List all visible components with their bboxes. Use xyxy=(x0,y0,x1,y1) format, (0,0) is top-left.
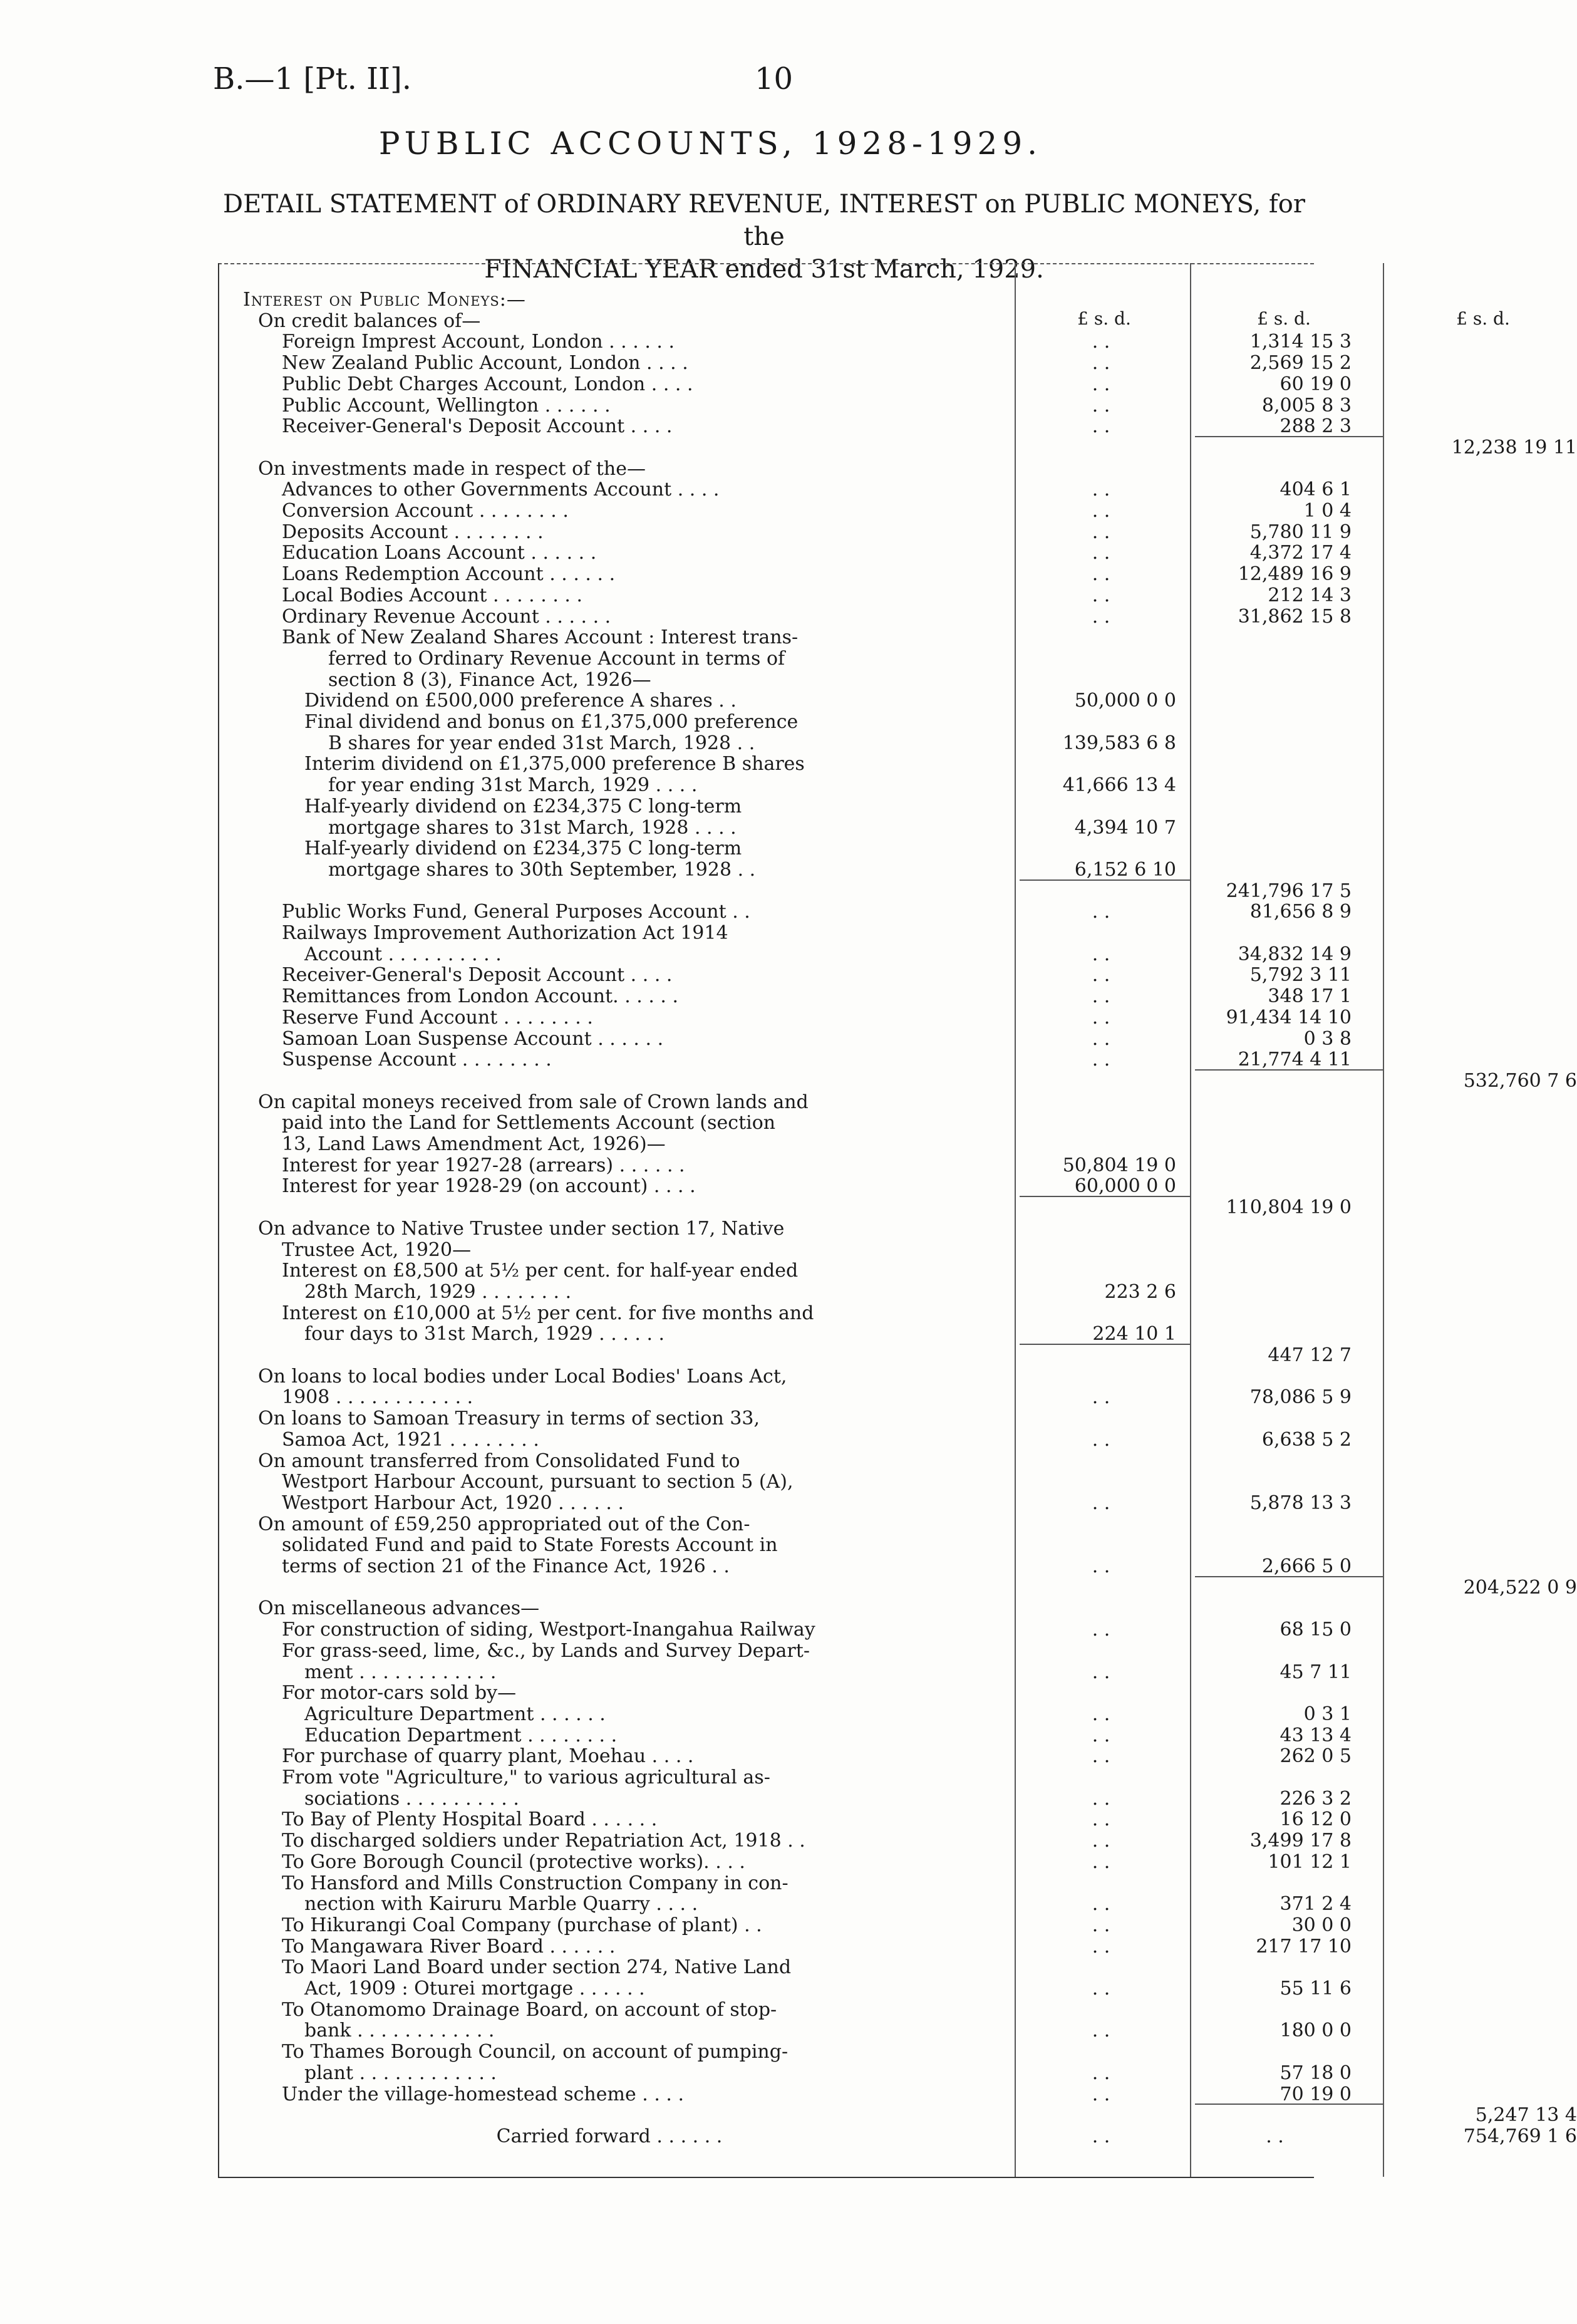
amount-c1: . . xyxy=(1092,1745,1110,1768)
amount-c1: . . xyxy=(1092,964,1110,987)
table-row xyxy=(218,859,1314,881)
table-row xyxy=(218,1661,1352,1683)
amount-c1: . . xyxy=(1092,1893,1110,1916)
row-description: sociations . . . . . . . . . . xyxy=(304,1787,519,1810)
table-row xyxy=(218,943,1352,965)
amount-c2: 5,780 11 9 xyxy=(1249,521,1352,543)
amount-c2: 8,005 8 3 xyxy=(1261,394,1352,417)
table-row xyxy=(218,712,1314,733)
page-number: 10 xyxy=(755,61,794,96)
table-row xyxy=(218,1049,1352,1071)
row-description: On credit balances of— xyxy=(258,309,481,332)
row-description: four days to 31st March, 1929 . . . . . . xyxy=(304,1323,665,1346)
amount-c2: 1,314 15 3 xyxy=(1249,331,1352,353)
table-row xyxy=(218,1893,1352,1916)
amount-c2: 1 0 4 xyxy=(1303,500,1352,522)
amount-c1: . . xyxy=(1092,2020,1110,2042)
row-description: Westport Harbour Act, 1920 . . . . . . xyxy=(282,1491,624,1514)
table-row xyxy=(218,1006,1352,1029)
table-row xyxy=(218,1344,1352,1366)
table-row xyxy=(218,2020,1352,2042)
row-description: mortgage shares to 30th September, 1928 . . xyxy=(328,858,756,881)
amount-c3: 204,522 0 9 xyxy=(1463,1576,1577,1599)
amount-c1: . . xyxy=(1092,1724,1110,1746)
row-description: Public Debt Charges Account, London . . . . xyxy=(282,373,693,395)
amount-c1: . . xyxy=(1092,1491,1110,1514)
row-description: Receiver-General's Deposit Account . . . . xyxy=(282,964,673,987)
row-description: On loans to Samoan Treasury in terms of section 33, xyxy=(258,1408,760,1430)
table-row xyxy=(218,796,1314,817)
table-row xyxy=(218,479,1352,501)
amount-c2: 226 3 2 xyxy=(1280,1787,1352,1810)
amount-c1: . . xyxy=(1092,1787,1110,1810)
amount-c2: 2,569 15 2 xyxy=(1249,352,1352,375)
row-description: Conversion Account . . . . . . . . xyxy=(282,500,569,522)
row-description: On amount transferred from Consolidated Fund to xyxy=(258,1450,740,1472)
row-description: B shares for year ended 31st March, 1928 . . xyxy=(328,732,755,754)
row-description: For construction of siding, Westport-Inangahua Railway xyxy=(282,1619,815,1641)
table-row xyxy=(218,1366,1314,1388)
table-row xyxy=(218,1873,1314,1894)
table-row xyxy=(218,331,1352,353)
row-description: On capital moneys received from sale of Crown lands and xyxy=(258,1091,809,1113)
table-row xyxy=(218,1155,1314,1176)
amount-c1: 41,666 13 4 xyxy=(1062,774,1176,797)
row-description: 13, Land Laws Amendment Act, 1926)— xyxy=(282,1133,666,1155)
table-row xyxy=(218,352,1352,375)
table-row xyxy=(218,754,1314,775)
row-description: Reserve Fund Account . . . . . . . . xyxy=(282,1006,593,1029)
column-header-3: £ s. d. xyxy=(1456,308,1510,329)
table-row xyxy=(218,627,1314,648)
amount-c1: . . xyxy=(1092,1914,1110,1936)
table-row xyxy=(218,1787,1352,1810)
row-description: Loans Redemption Account . . . . . . xyxy=(282,563,616,586)
row-description: mortgage shares to 31st March, 1928 . . . . xyxy=(328,816,737,839)
row-description: Interest on Public Moneys:— xyxy=(243,289,526,311)
table-row xyxy=(218,1619,1352,1641)
amount-c1: . . xyxy=(1092,563,1110,586)
row-description: ment . . . . . . . . . . . . xyxy=(304,1661,497,1683)
amount-c2: 288 2 3 xyxy=(1280,415,1352,438)
row-description: For purchase of quarry plant, Moehau . . . . xyxy=(282,1745,694,1768)
table-row xyxy=(218,436,1577,459)
amount-c2: 404 6 1 xyxy=(1280,479,1352,501)
amount-c2: 2,666 5 0 xyxy=(1261,1555,1352,1577)
table-row xyxy=(218,1303,1314,1324)
table-row xyxy=(218,1027,1352,1050)
table-row xyxy=(218,923,1314,944)
column-divider-3 xyxy=(1383,263,1384,2177)
table-row xyxy=(218,733,1314,754)
table-row xyxy=(218,1957,1314,1978)
amount-c1: 50,000 0 0 xyxy=(1074,690,1176,712)
table-row xyxy=(218,2041,1314,2063)
amount-c1: . . xyxy=(1092,1978,1110,2000)
table-row xyxy=(218,1240,1314,1261)
subtitle-line-1: DETAIL STATEMENT of ORDINARY REVENUE, INTEREST on PUBLIC MONEYS, for the xyxy=(223,190,1305,251)
row-description: On miscellaneous advances— xyxy=(258,1597,540,1620)
amount-c1: . . xyxy=(1092,1006,1110,1029)
amount-c1: 6,152 6 10 xyxy=(1074,858,1176,881)
table-row xyxy=(218,648,1314,670)
row-description: bank . . . . . . . . . . . . xyxy=(304,2020,495,2042)
table-row xyxy=(218,1830,1352,1852)
row-description: for year ending 31st March, 1929 . . . . xyxy=(328,774,698,797)
row-description: Dividend on £500,000 preference A shares . . xyxy=(304,690,737,712)
table-row xyxy=(218,1514,1314,1535)
amount-c1: . . xyxy=(1092,584,1110,606)
table-row xyxy=(218,1767,1314,1788)
amount-c1: . . xyxy=(1092,901,1110,923)
amount-c2: 57 18 0 xyxy=(1280,2062,1352,2084)
amount-c2: 348 17 1 xyxy=(1268,985,1352,1008)
row-description: plant . . . . . . . . . . . . xyxy=(304,2062,497,2084)
amount-c1: . . xyxy=(1092,1935,1110,1958)
amount-c3: 5,247 13 4 xyxy=(1475,2104,1577,2127)
amount-c1: . . xyxy=(1092,331,1110,353)
table-row xyxy=(218,1914,1352,1936)
table-row xyxy=(218,1535,1314,1556)
table-row xyxy=(218,2125,1577,2147)
row-description: Agriculture Department . . . . . . xyxy=(304,1703,606,1725)
row-description: Half-yearly dividend on £234,375 C long-term xyxy=(304,795,742,817)
table-row xyxy=(218,1724,1352,1746)
row-description: terms of section 21 of the Finance Act, 1926 . . xyxy=(282,1555,730,1577)
amount-c2: 81,656 8 9 xyxy=(1249,901,1352,923)
amount-c1: 224 10 1 xyxy=(1092,1323,1176,1346)
row-description: Advances to other Governments Account . . . . xyxy=(282,479,720,501)
row-description: Interim dividend on £1,375,000 preference B shares xyxy=(304,753,805,776)
row-description: For grass-seed, lime, &c., by Lands and Survey Depart- xyxy=(282,1639,810,1662)
column-header-1: £ s. d. xyxy=(1077,308,1131,329)
table-row xyxy=(218,1218,1314,1240)
table-row xyxy=(218,1978,1352,2000)
row-description: To Bay of Plenty Hospital Board . . . . . . xyxy=(282,1808,658,1831)
amount-c2: 60 19 0 xyxy=(1280,373,1352,395)
amount-c1: . . xyxy=(1092,943,1110,965)
row-description: Westport Harbour Account, pursuant to section 5 (A), xyxy=(282,1471,794,1493)
table-row xyxy=(218,1451,1314,1472)
table-row xyxy=(218,394,1352,417)
amount-c2: 447 12 7 xyxy=(1268,1344,1352,1366)
row-description: From vote "Agriculture," to various agricultural as- xyxy=(282,1766,770,1788)
row-description: Deposits Account . . . . . . . . xyxy=(282,521,544,543)
amount-c2: 217 17 10 xyxy=(1256,1935,1352,1958)
amount-c2: 0 3 1 xyxy=(1303,1703,1352,1725)
table-row xyxy=(218,289,1314,311)
amount-c2: 68 15 0 xyxy=(1280,1619,1352,1641)
row-description: Ordinary Revenue Account . . . . . . xyxy=(282,605,611,628)
table-row xyxy=(218,690,1314,712)
table-row xyxy=(218,584,1352,606)
amount-c1: . . xyxy=(1092,479,1110,501)
amount-c1: . . xyxy=(1092,2125,1110,2147)
page-title: PUBLIC ACCOUNTS, 1928-1929. xyxy=(378,125,1043,162)
amount-c1: . . xyxy=(1092,1808,1110,1831)
amount-c2: 110,804 19 0 xyxy=(1226,1196,1352,1219)
row-description: Half-yearly dividend on £234,375 C long-term xyxy=(304,838,742,860)
table-row xyxy=(218,1408,1314,1429)
row-description: To discharged soldiers under Repatriation Act, 1918 . . xyxy=(282,1830,805,1852)
table-row xyxy=(218,1176,1314,1197)
row-description: section 8 (3), Finance Act, 1926— xyxy=(328,668,651,691)
table-row xyxy=(218,1282,1314,1303)
table-row xyxy=(218,1386,1352,1409)
amount-c1: 50,804 19 0 xyxy=(1062,1154,1176,1176)
amount-c1: 139,583 6 8 xyxy=(1062,732,1176,754)
amount-c2: 6,638 5 2 xyxy=(1261,1428,1352,1451)
amount-c1: . . xyxy=(1092,2083,1110,2105)
amount-c1: . . xyxy=(1092,1027,1110,1050)
amount-c1: . . xyxy=(1092,500,1110,522)
amount-c2: 30 0 0 xyxy=(1291,1914,1352,1936)
amount-c1: . . xyxy=(1092,352,1110,375)
row-description: To Maori Land Board under section 274, Native Land xyxy=(282,1956,792,1979)
row-description: Remittances from London Account. . . . . . xyxy=(282,985,679,1008)
row-description: Interest on £8,500 at 5½ per cent. for half-year ended xyxy=(282,1260,799,1282)
table-row xyxy=(218,1092,1314,1113)
amount-c2: 21,774 4 11 xyxy=(1238,1049,1352,1071)
table-row xyxy=(218,2062,1352,2084)
row-description: To Gore Borough Council (protective works). . . . xyxy=(282,1850,745,1873)
table-bottom-border xyxy=(218,2177,1314,2178)
table-row xyxy=(218,1576,1577,1599)
row-description: Samoan Loan Suspense Account . . . . . . xyxy=(282,1027,664,1050)
row-description: Public Account, Wellington . . . . . . xyxy=(282,394,611,417)
amount-c2: 101 12 1 xyxy=(1268,1850,1352,1873)
row-description: To Mangawara River Board . . . . . . xyxy=(282,1935,616,1958)
table-row xyxy=(218,1935,1352,1958)
table-row xyxy=(218,985,1352,1008)
amount-c2: 16 12 0 xyxy=(1280,1808,1352,1831)
table-row xyxy=(218,1555,1352,1577)
amount-c2: 43 13 4 xyxy=(1280,1724,1352,1746)
row-description: Railways Improvement Authorization Act 1914 xyxy=(282,922,728,944)
row-description: ferred to Ordinary Revenue Account in terms of xyxy=(328,647,785,670)
amount-c2: 5,878 13 3 xyxy=(1249,1491,1352,1514)
row-description: For motor-cars sold by— xyxy=(282,1682,517,1704)
amount-c2: 78,086 5 9 xyxy=(1249,1386,1352,1409)
column-header-2: £ s. d. xyxy=(1257,308,1311,329)
subtitle-line-2: FINANCIAL YEAR ended 31st March, 1929. xyxy=(484,255,1044,284)
amount-c1: . . xyxy=(1092,373,1110,395)
amount-c1: . . xyxy=(1092,1555,1110,1577)
row-description: New Zealand Public Account, London . . . . xyxy=(282,352,688,375)
table-row xyxy=(218,670,1314,691)
row-description: Interest for year 1928-29 (on account) . . . . xyxy=(282,1175,696,1198)
amount-c2: 5,792 3 11 xyxy=(1249,964,1352,987)
row-description: Interest for year 1927-28 (arrears) . . . . . . xyxy=(282,1154,685,1176)
table-row xyxy=(218,1324,1314,1345)
row-description: 28th March, 1929 . . . . . . . . xyxy=(304,1280,572,1303)
row-description: Local Bodies Account . . . . . . . . xyxy=(282,584,582,606)
table-row xyxy=(218,373,1352,395)
table-row xyxy=(218,1196,1352,1219)
row-description: nection with Kairuru Marble Quarry . . . . xyxy=(304,1893,698,1916)
table-row xyxy=(218,521,1352,543)
amount-c2: 91,434 14 10 xyxy=(1226,1006,1352,1029)
row-description: Carried forward . . . . . . xyxy=(496,2125,723,2147)
table-row xyxy=(218,1260,1314,1282)
table-row xyxy=(218,563,1352,586)
row-description: Suspense Account . . . . . . . . xyxy=(282,1049,552,1071)
row-description: 1908 . . . . . . . . . . . . xyxy=(282,1386,473,1409)
table-row xyxy=(218,1113,1314,1134)
amount-c1: 60,000 0 0 xyxy=(1074,1175,1176,1198)
amount-c1: . . xyxy=(1092,1049,1110,1071)
table-row xyxy=(218,605,1352,628)
row-description: Education Loans Account . . . . . . xyxy=(282,542,597,564)
row-description: Receiver-General's Deposit Account . . . . xyxy=(282,415,673,438)
amount-c2: 4,372 17 4 xyxy=(1249,542,1352,564)
header-reference: B.—1 [Pt. II]. xyxy=(213,61,412,96)
statement-table xyxy=(218,263,1577,2177)
row-description: Trustee Act, 1920— xyxy=(282,1238,472,1261)
amount-c1: . . xyxy=(1092,1386,1110,1409)
amount-c2: 262 0 5 xyxy=(1280,1745,1352,1768)
row-description: To Thames Borough Council, on account of pumping- xyxy=(282,2041,788,2063)
table-row xyxy=(218,1683,1314,1704)
table-row xyxy=(218,415,1352,438)
table-row xyxy=(218,542,1352,564)
row-description: On loans to local bodies under Local Bodies' Loans Act, xyxy=(258,1365,787,1388)
row-description: Account . . . . . . . . . . xyxy=(304,943,502,965)
table-row xyxy=(218,879,1352,902)
amount-c1: . . xyxy=(1092,415,1110,438)
row-description: Education Department . . . . . . . . xyxy=(304,1724,618,1746)
row-description: solidated Fund and paid to State Forests Account in xyxy=(282,1534,778,1557)
amount-c1: . . xyxy=(1092,1830,1110,1852)
table-row xyxy=(218,2000,1314,2021)
table-row xyxy=(218,901,1352,923)
amount-c2: 180 0 0 xyxy=(1280,2020,1352,2042)
amount-c3: 754,769 1 6 xyxy=(1463,2125,1577,2147)
row-description: Interest on £10,000 at 5½ per cent. for five months and xyxy=(282,1302,814,1324)
amount-c1: . . xyxy=(1092,605,1110,628)
row-description: Foreign Imprest Account, London . . . . . . xyxy=(282,331,675,353)
amount-c2: 371 2 4 xyxy=(1280,1893,1352,1916)
row-description: Final dividend and bonus on £1,375,000 preference xyxy=(304,711,799,733)
table-top-border xyxy=(218,263,1314,264)
table-row xyxy=(218,1641,1314,1662)
row-description: Act, 1909 : Oturei mortgage . . . . . . xyxy=(304,1978,645,2000)
row-description: To Otanomomo Drainage Board, on account of stop- xyxy=(282,1998,777,2021)
amount-c1: . . xyxy=(1092,985,1110,1008)
row-description: Samoa Act, 1921 . . . . . . . . xyxy=(282,1428,539,1451)
amount-c3: 12,238 19 11 xyxy=(1451,436,1577,459)
row-description: On amount of £59,250 appropriated out of the Con- xyxy=(258,1513,750,1535)
row-description: Public Works Fund, General Purposes Account . . xyxy=(282,901,750,923)
row-description: On advance to Native Trustee under section 17, Native xyxy=(258,1217,785,1240)
amount-c3: 532,760 7 6 xyxy=(1463,1069,1577,1092)
amount-c1: . . xyxy=(1092,394,1110,417)
table-row xyxy=(218,459,1314,480)
table-row xyxy=(218,838,1314,859)
table-row xyxy=(218,775,1314,796)
table-row xyxy=(218,1808,1352,1831)
amount-c1: . . xyxy=(1092,1619,1110,1641)
table-row xyxy=(218,1491,1352,1514)
table-row xyxy=(218,1745,1352,1768)
table-row xyxy=(218,964,1352,987)
amount-c1: . . xyxy=(1092,1850,1110,1873)
row-description: To Hikurangi Coal Company (purchase of plant) . . xyxy=(282,1914,762,1936)
amount-c2: 31,862 15 8 xyxy=(1238,605,1352,628)
table-row xyxy=(218,311,1314,332)
amount-c2: 212 14 3 xyxy=(1268,584,1352,606)
amount-c1: 4,394 10 7 xyxy=(1074,816,1176,839)
table-row xyxy=(218,1471,1314,1493)
amount-c1: . . xyxy=(1092,521,1110,543)
amount-c2: . . xyxy=(1266,2125,1284,2147)
row-description: Bank of New Zealand Shares Account : Interest trans- xyxy=(282,626,799,649)
table-row xyxy=(218,1703,1352,1725)
amount-c2: 45 7 11 xyxy=(1280,1661,1352,1683)
table-row xyxy=(218,1069,1577,1092)
table-row xyxy=(218,817,1314,839)
amount-c1: . . xyxy=(1092,542,1110,564)
amount-c2: 3,499 17 8 xyxy=(1249,1830,1352,1852)
amount-c1: 223 2 6 xyxy=(1104,1280,1176,1303)
amount-c1: . . xyxy=(1092,1428,1110,1451)
table-row xyxy=(218,1598,1314,1619)
row-description: To Hansford and Mills Construction Company in con- xyxy=(282,1872,788,1894)
table-row xyxy=(218,500,1352,522)
row-description: paid into the Land for Settlements Account (section xyxy=(282,1112,776,1134)
row-description: On investments made in respect of the— xyxy=(258,457,646,480)
amount-c1: . . xyxy=(1092,2062,1110,2084)
row-description: Under the village-homestead scheme . . . . xyxy=(282,2083,684,2105)
table-row xyxy=(218,2104,1577,2127)
table-row xyxy=(218,1850,1352,1873)
table-row xyxy=(218,1134,1314,1155)
amount-c2: 12,489 16 9 xyxy=(1238,563,1352,586)
table-row xyxy=(218,1428,1352,1451)
amount-c2: 55 11 6 xyxy=(1280,1978,1352,2000)
amount-c1: . . xyxy=(1092,1703,1110,1725)
amount-c2: 0 3 8 xyxy=(1303,1027,1352,1050)
amount-c1: . . xyxy=(1092,1661,1110,1683)
table-row xyxy=(218,2083,1352,2105)
amount-c2: 34,832 14 9 xyxy=(1238,943,1352,965)
amount-c2: 70 19 0 xyxy=(1280,2083,1352,2105)
amount-c2: 241,796 17 5 xyxy=(1226,879,1352,902)
